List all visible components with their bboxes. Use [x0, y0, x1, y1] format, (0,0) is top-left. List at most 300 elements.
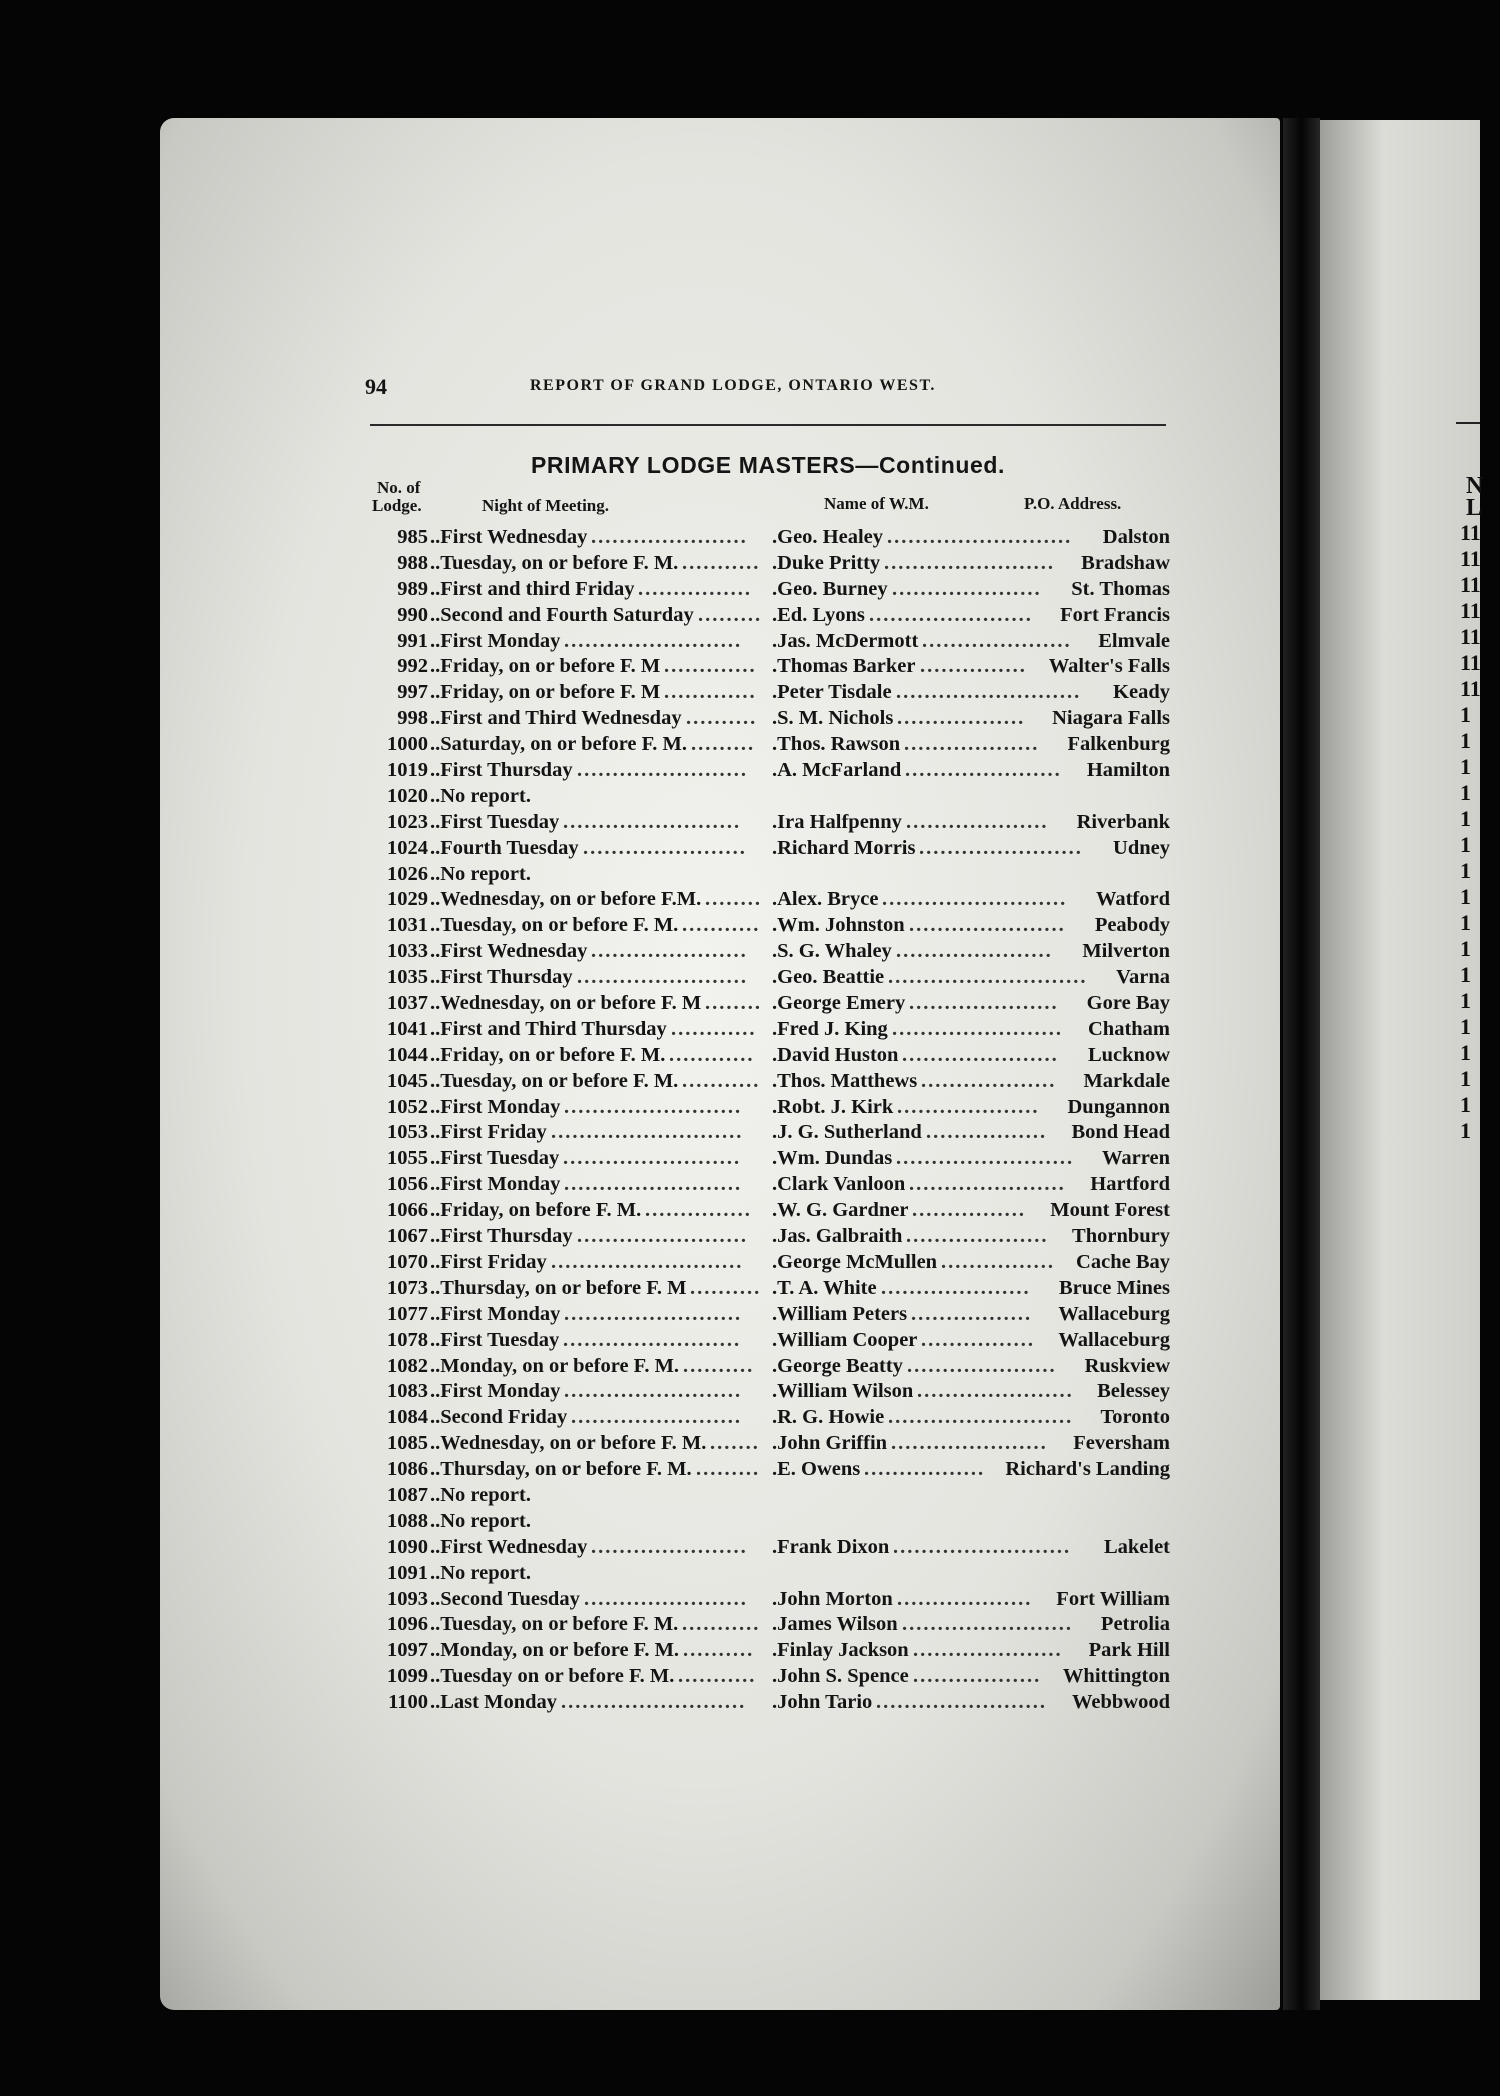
- dot-leader: ....................: [906, 1225, 1049, 1248]
- dot-leader: ...........: [682, 1069, 761, 1092]
- meeting-night: ..First Monday: [430, 1302, 561, 1325]
- dot-leader: ..................: [897, 707, 1026, 730]
- dot-leader: .........................: [564, 1095, 743, 1118]
- lodge-number: 1000: [387, 733, 428, 756]
- dot-leader: ......................: [591, 940, 748, 963]
- meeting-night: ..Fourth Tuesday: [430, 836, 579, 859]
- dot-leader: ................: [912, 1199, 1026, 1222]
- dot-leader: ........................: [876, 1691, 1047, 1714]
- table-row: [360, 1638, 1170, 1664]
- post-office-address: Niagara Falls: [1052, 707, 1170, 730]
- post-office-address: Fort William: [1056, 1587, 1170, 1610]
- post-office-address: Feversham: [1073, 1432, 1170, 1455]
- column-head-no-line2: Lodge.: [372, 496, 422, 515]
- next-page-digit: 1: [1460, 728, 1471, 753]
- dot-leader: .......: [710, 1432, 760, 1455]
- table-row: [360, 810, 1170, 836]
- table-row: [360, 1664, 1170, 1690]
- meeting-night: ..Monday, on or before F. M.: [430, 1639, 680, 1662]
- table-row: [360, 603, 1170, 629]
- dot-leader: ................: [638, 577, 752, 600]
- dot-leader: .............: [664, 681, 757, 704]
- meeting-night: ..First Thursday: [430, 966, 573, 989]
- table-row: [360, 1017, 1170, 1043]
- master-name: .Robt. J. Kirk: [772, 1095, 894, 1118]
- meeting-night: ..Second Tuesday: [430, 1587, 580, 1610]
- post-office-address: Elmvale: [1098, 629, 1170, 652]
- dot-leader: .....................: [922, 629, 1072, 652]
- table-row: [360, 1379, 1170, 1405]
- master-name: .David Huston: [772, 1043, 899, 1066]
- table-row: [360, 654, 1170, 680]
- post-office-address: Walter's Falls: [1048, 655, 1170, 678]
- dot-leader: ........: [705, 888, 762, 911]
- master-name: .Richard Morris: [772, 836, 916, 859]
- lodge-table: [360, 525, 1170, 1716]
- table-row: [360, 680, 1170, 706]
- dot-leader: .................: [926, 1121, 1048, 1144]
- table-row: [360, 758, 1170, 784]
- post-office-address: Lakelet: [1103, 1535, 1170, 1558]
- table-row: [360, 1224, 1170, 1250]
- lodge-number: 989: [397, 577, 428, 600]
- dot-leader: .........................: [893, 1535, 1072, 1558]
- dot-leader: ........................: [571, 1406, 742, 1429]
- master-name: .J. G. Sutherland: [772, 1121, 922, 1144]
- next-page-rule: [1456, 422, 1480, 424]
- meeting-night: ..First Tuesday: [430, 1147, 560, 1170]
- post-office-address: Chatham: [1087, 1017, 1170, 1040]
- master-name: .William Wilson: [772, 1380, 914, 1403]
- lodge-number: 1041: [387, 1017, 428, 1040]
- table-row: [360, 1146, 1170, 1172]
- master-name: .Ed. Lyons: [772, 603, 865, 626]
- master-name: .Clark Vanloon: [772, 1173, 906, 1196]
- lodge-number: 1031: [387, 914, 428, 937]
- meeting-night: ..First Wednesday: [430, 940, 588, 963]
- post-office-address: Fort Francis: [1060, 603, 1170, 626]
- master-name: .S. M. Nichols: [772, 707, 894, 730]
- post-office-address: Milverton: [1082, 940, 1170, 963]
- dot-leader: ...........: [678, 1665, 757, 1688]
- master-name: .Jas. Galbraith: [772, 1225, 903, 1248]
- lodge-number: 1045: [387, 1069, 428, 1092]
- next-page-digits: [1460, 520, 1500, 1144]
- meeting-night: ..Tuesday, on or before F. M.: [430, 914, 679, 937]
- lodge-number: 1023: [387, 810, 428, 833]
- dot-leader: ..........................: [896, 681, 1082, 704]
- post-office-address: Bruce Mines: [1058, 1276, 1170, 1299]
- lodge-number: 997: [397, 681, 428, 704]
- master-name: .Alex. Bryce: [772, 888, 879, 911]
- meeting-night: ..Last Monday: [430, 1691, 558, 1714]
- next-page-digit: 1: [1460, 884, 1471, 909]
- next-page-digit: 11: [1460, 676, 1481, 701]
- post-office-address: Thornbury: [1072, 1225, 1170, 1248]
- dot-leader: ........................: [577, 1225, 748, 1248]
- lodge-number: 1083: [387, 1380, 428, 1403]
- post-office-address: Udney: [1113, 836, 1170, 859]
- dot-leader: .................: [864, 1458, 986, 1481]
- lodge-number: 1066: [387, 1199, 428, 1222]
- meeting-night: ..First and Third Thursday: [430, 1017, 667, 1040]
- table-row: [360, 1328, 1170, 1354]
- post-office-address: Park Hill: [1088, 1639, 1170, 1662]
- lodge-number: 1096: [387, 1613, 428, 1636]
- dot-leader: ......................: [909, 914, 1066, 937]
- dot-leader: ........................: [884, 551, 1055, 574]
- meeting-night: ..No report.: [430, 1561, 531, 1584]
- meeting-night: ..First Monday: [430, 1380, 561, 1403]
- dot-leader: ..........................: [561, 1691, 747, 1714]
- master-name: .William Peters: [772, 1302, 908, 1325]
- dot-leader: ........: [705, 992, 762, 1015]
- table-row: [360, 1250, 1170, 1276]
- meeting-night: ..Wednesday, on or before F. M: [430, 992, 702, 1015]
- dot-leader: .........................: [564, 629, 743, 652]
- meeting-night: ..No report.: [430, 1483, 531, 1506]
- column-head-night: Night of Meeting.: [482, 496, 610, 515]
- table-row: [360, 577, 1170, 603]
- post-office-address: Richard's Landing: [1005, 1458, 1170, 1481]
- dot-leader: ..........................: [887, 526, 1073, 548]
- next-page-digit: 1: [1460, 858, 1471, 883]
- dot-leader: .....................: [892, 577, 1042, 600]
- next-page-digit: 11: [1460, 572, 1481, 597]
- dot-leader: ......................: [591, 1535, 748, 1558]
- lodge-number: 1100: [388, 1691, 428, 1714]
- post-office-address: Webbwood: [1072, 1691, 1170, 1714]
- lodge-number: 1037: [387, 992, 428, 1015]
- meeting-night: ..Saturday, on or before F. M.: [430, 733, 688, 756]
- meeting-night: ..First Wednesday: [430, 1535, 588, 1558]
- post-office-address: Dungannon: [1067, 1095, 1170, 1118]
- column-head-address: P.O. Address.: [1024, 494, 1122, 513]
- meeting-night: ..Friday, on or before F. M.: [430, 1043, 666, 1066]
- master-name: .Wm. Johnston: [772, 914, 905, 937]
- next-page-head-2: L: [1466, 495, 1483, 521]
- post-office-address: Warren: [1102, 1147, 1170, 1170]
- dot-leader: ...................: [921, 1069, 1057, 1092]
- table-row: [360, 965, 1170, 991]
- dot-leader: .....................: [913, 1639, 1063, 1662]
- lodge-number: 1097: [387, 1639, 428, 1662]
- lodge-number: 1070: [387, 1250, 428, 1273]
- master-name: .George McMullen: [772, 1250, 938, 1273]
- post-office-address: Bradshaw: [1081, 551, 1170, 574]
- next-page-digit: 11: [1460, 650, 1481, 675]
- next-page-digit: 11: [1460, 520, 1481, 545]
- dot-leader: ......................: [905, 759, 1062, 782]
- dot-leader: .......................: [583, 836, 747, 859]
- dot-leader: ..................: [913, 1665, 1042, 1688]
- next-page-digit: 11: [1460, 598, 1481, 623]
- post-office-address: Belessey: [1097, 1380, 1170, 1403]
- meeting-night: ..First Friday: [430, 1121, 547, 1144]
- master-name: .E. Owens: [772, 1458, 861, 1481]
- meeting-night: ..No report.: [430, 784, 531, 807]
- lodge-number: 1093: [387, 1587, 428, 1610]
- dot-leader: .........................: [564, 1302, 743, 1325]
- dot-leader: ......................: [896, 940, 1053, 963]
- next-page-digit: 1: [1460, 832, 1471, 857]
- lodge-number: 1099: [387, 1665, 428, 1688]
- table-row: [360, 1587, 1170, 1613]
- dot-leader: ...............: [645, 1199, 752, 1222]
- next-page-digit: 11: [1460, 546, 1481, 571]
- dot-leader: ...........: [682, 1613, 761, 1636]
- meeting-night: ..Tuesday, on or before F. M.: [430, 1613, 679, 1636]
- table-row: [360, 1457, 1170, 1483]
- master-name: .Geo. Beattie: [772, 966, 885, 989]
- lodge-number: 1082: [387, 1354, 428, 1377]
- post-office-address: Mount Forest: [1050, 1199, 1170, 1222]
- master-name: .William Cooper: [772, 1328, 918, 1351]
- lodge-number: 1019: [387, 759, 428, 782]
- post-office-address: Dalston: [1102, 526, 1170, 548]
- dot-leader: ......................: [902, 1043, 1059, 1066]
- master-name: .Wm. Dundas: [772, 1147, 893, 1170]
- dot-leader: ...........................: [551, 1250, 744, 1273]
- lodge-number: 992: [397, 655, 428, 678]
- dot-leader: ........................: [892, 1017, 1063, 1040]
- lodge-number: 988: [397, 551, 428, 574]
- meeting-night: ..Wednesday, on or before F. M.: [430, 1432, 707, 1455]
- dot-leader: .............: [664, 655, 757, 678]
- lodge-number: 1029: [387, 888, 428, 911]
- table-row: [360, 913, 1170, 939]
- dot-leader: ............: [671, 1017, 757, 1040]
- next-page-digit: 1: [1460, 806, 1471, 831]
- post-office-address: Ruskview: [1084, 1354, 1170, 1377]
- table-row: [360, 939, 1170, 965]
- table-row: [360, 1198, 1170, 1224]
- post-office-address: Whittington: [1062, 1665, 1170, 1688]
- meeting-night: ..First Tuesday: [430, 1328, 560, 1351]
- post-office-address: St. Thomas: [1071, 577, 1170, 600]
- table-row: [360, 1509, 1170, 1535]
- master-name: .James Wilson: [772, 1613, 898, 1636]
- post-office-address: Watford: [1095, 888, 1170, 911]
- dot-leader: .........................: [896, 1147, 1075, 1170]
- table-row: [360, 551, 1170, 577]
- post-office-address: Gore Bay: [1086, 992, 1170, 1015]
- dot-leader: ........................: [577, 759, 748, 782]
- meeting-night: ..Tuesday on or before F. M.: [430, 1665, 675, 1688]
- dot-leader: ......................: [591, 526, 748, 548]
- dot-leader: ......................: [917, 1380, 1074, 1403]
- page-right-edge: [1320, 120, 1483, 2000]
- table-row: [360, 862, 1170, 888]
- dot-leader: .........................: [563, 1147, 742, 1170]
- meeting-night: ..Friday, on or before F. M: [430, 655, 661, 678]
- meeting-night: ..Friday, on before F. M.: [430, 1199, 642, 1222]
- running-header: [365, 374, 1165, 404]
- meeting-night: ..Friday, on or before F. M: [430, 681, 661, 704]
- dot-leader: .......................: [584, 1587, 748, 1610]
- dot-leader: ........................: [577, 966, 748, 989]
- table-row: [360, 732, 1170, 758]
- lodge-number: 985: [397, 526, 428, 548]
- header-rule: [370, 424, 1166, 426]
- lodge-number: 1024: [387, 836, 428, 859]
- master-name: .Ira Halfpenny: [772, 810, 902, 833]
- post-office-address: Hartford: [1090, 1173, 1170, 1196]
- dot-leader: ................: [921, 1328, 1035, 1351]
- dot-leader: .....................: [907, 1354, 1057, 1377]
- dot-leader: .........: [696, 1458, 761, 1481]
- table-row: [360, 1043, 1170, 1069]
- lodge-number: 1091: [387, 1561, 428, 1584]
- table-row: [360, 1354, 1170, 1380]
- lodge-number: 1073: [387, 1276, 428, 1299]
- meeting-night: ..First Friday: [430, 1250, 547, 1273]
- dot-leader: ......................: [909, 1173, 1066, 1196]
- meeting-night: ..First Thursday: [430, 1225, 573, 1248]
- table-row: [360, 1535, 1170, 1561]
- section-title: PRIMARY LODGE MASTERS—Continued.: [530, 452, 1006, 478]
- lodge-number: 1086: [387, 1458, 428, 1481]
- table-row: [360, 887, 1170, 913]
- column-head-no-line1: No. of: [377, 478, 421, 497]
- meeting-night: ..No report.: [430, 1509, 531, 1532]
- master-name: .Jas. McDermott: [772, 629, 919, 652]
- dot-leader: .......................: [869, 603, 1033, 626]
- lodge-number: 1033: [387, 940, 428, 963]
- meeting-night: ..First Tuesday: [430, 810, 560, 833]
- next-page-digit: 1: [1460, 702, 1471, 727]
- master-name: .Thos. Matthews: [772, 1069, 918, 1092]
- meeting-night: ..Second Friday: [430, 1406, 568, 1429]
- dot-leader: ...........: [682, 914, 761, 937]
- dot-leader: .....................: [881, 1276, 1031, 1299]
- lodge-number: 998: [397, 707, 428, 730]
- master-name: .Fred J. King: [772, 1017, 888, 1040]
- master-name: .John S. Spence: [772, 1665, 909, 1688]
- lodge-number: 1055: [387, 1147, 428, 1170]
- lodge-number: 1087: [387, 1483, 428, 1506]
- master-name: .Geo. Burney: [772, 577, 888, 600]
- dot-leader: ..........................: [888, 1406, 1074, 1429]
- meeting-night: ..Thursday, on or before F. M.: [430, 1458, 692, 1481]
- dot-leader: ....................: [897, 1095, 1040, 1118]
- dot-leader: ..........................: [882, 888, 1068, 911]
- dot-leader: ..........: [683, 1639, 755, 1662]
- master-name: .Peter Tisdale: [772, 681, 892, 704]
- master-name: .A. McFarland: [772, 759, 902, 782]
- meeting-night: ..First Monday: [430, 629, 561, 652]
- meeting-night: ..First and Third Wednesday: [430, 707, 682, 730]
- master-name: .S. G. Whaley: [772, 940, 892, 963]
- table-row: [360, 1405, 1170, 1431]
- dot-leader: .................: [911, 1302, 1033, 1325]
- dot-leader: .........................: [563, 1328, 742, 1351]
- dot-leader: .........................: [563, 810, 742, 833]
- meeting-night: ..First and third Friday: [430, 577, 635, 600]
- column-head-name: Name of W.M.: [824, 494, 929, 513]
- post-office-address: Hamilton: [1086, 759, 1170, 782]
- next-page-digit: 1: [1460, 962, 1471, 987]
- meeting-night: ..First Wednesday: [430, 526, 588, 548]
- table-row: [360, 1612, 1170, 1638]
- dot-leader: .........: [691, 733, 756, 756]
- post-office-address: Markdale: [1083, 1069, 1170, 1092]
- lodge-number: 1035: [387, 966, 428, 989]
- meeting-night: ..Wednesday, on or before F.M.: [430, 888, 702, 911]
- meeting-night: ..Monday, on or before F. M.: [430, 1354, 680, 1377]
- post-office-address: Riverbank: [1076, 810, 1170, 833]
- dot-leader: ...................: [897, 1587, 1033, 1610]
- book-gutter: [1283, 118, 1320, 2010]
- master-name: .John Tario: [772, 1691, 873, 1714]
- lodge-number: 1044: [387, 1043, 428, 1066]
- post-office-address: Wallaceburg: [1058, 1302, 1170, 1325]
- master-name: .Duke Pritty: [772, 551, 881, 574]
- table-row: [360, 1276, 1170, 1302]
- table-row: [360, 1302, 1170, 1328]
- table-row: [360, 1483, 1170, 1509]
- dot-leader: .........................: [564, 1173, 743, 1196]
- next-page-digit: 1: [1460, 910, 1471, 935]
- master-name: .George Emery: [772, 992, 906, 1015]
- table-row: [360, 784, 1170, 810]
- next-page-head-1: N: [1466, 473, 1484, 499]
- post-office-address: Lucknow: [1087, 1043, 1170, 1066]
- table-row: [360, 1069, 1170, 1095]
- dot-leader: ........................: [902, 1613, 1073, 1636]
- dot-leader: ................: [941, 1250, 1055, 1273]
- master-name: .Geo. Healey: [772, 526, 884, 548]
- master-name: .Thomas Barker: [772, 655, 916, 678]
- table-row: [360, 991, 1170, 1017]
- dot-leader: ...................: [904, 733, 1040, 756]
- dot-leader: ......................: [891, 1432, 1048, 1455]
- lodge-number: 1056: [387, 1173, 428, 1196]
- post-office-address: Falkenburg: [1067, 733, 1170, 756]
- table-row: [360, 525, 1170, 551]
- meeting-night: ..Thursday, on or before F. M: [430, 1276, 687, 1299]
- meeting-night: ..First Thursday: [430, 759, 573, 782]
- master-name: .T. A. White: [772, 1276, 877, 1299]
- post-office-address: Petrolia: [1100, 1613, 1170, 1636]
- next-page-digit: 1: [1460, 1014, 1471, 1039]
- post-office-address: Wallaceburg: [1058, 1328, 1170, 1351]
- table-row: [360, 1690, 1170, 1716]
- post-office-address: Varna: [1116, 966, 1170, 989]
- post-office-address: Toronto: [1100, 1406, 1170, 1429]
- meeting-night: ..Tuesday, on or before F. M.: [430, 1069, 679, 1092]
- meeting-night: ..No report.: [430, 862, 531, 885]
- next-page-digit: 1: [1460, 754, 1471, 779]
- lodge-number: 1078: [387, 1328, 428, 1351]
- lodge-number: 991: [397, 629, 428, 652]
- lodge-number: 1085: [387, 1432, 428, 1455]
- table-row: [360, 1172, 1170, 1198]
- lodge-number: 1088: [387, 1509, 428, 1532]
- lodge-number: 1053: [387, 1121, 428, 1144]
- lodge-number: 1090: [387, 1535, 428, 1558]
- dot-leader: .....................: [909, 992, 1059, 1015]
- next-page-digit: 1: [1460, 780, 1471, 805]
- dot-leader: ..........: [690, 1276, 762, 1299]
- table-row: [360, 1561, 1170, 1587]
- lodge-number: 1084: [387, 1406, 428, 1429]
- dot-leader: ..........: [683, 1354, 755, 1377]
- next-page-digit: 1: [1460, 1092, 1471, 1117]
- lodge-number: 1052: [387, 1095, 428, 1118]
- next-page-digit: 1: [1460, 1040, 1471, 1065]
- next-page-digit: 1: [1460, 1118, 1471, 1143]
